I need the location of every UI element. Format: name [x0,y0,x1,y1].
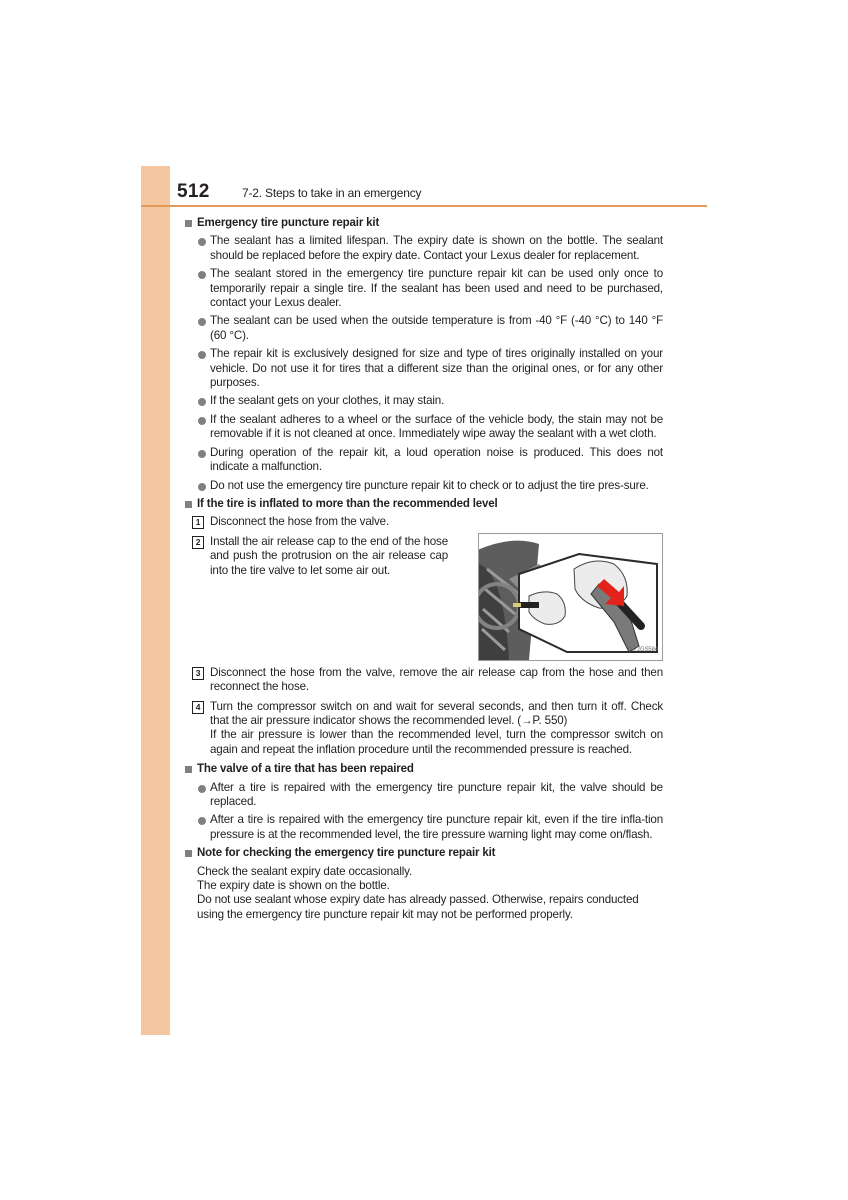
figure-code: IN72GS584 [627,647,658,654]
step-number: 2 [192,536,204,549]
square-bullet-icon [185,766,192,773]
bullet-icon [198,785,206,793]
page-number: 512 [177,181,210,202]
bullet-icon [198,398,206,406]
step-text: Turn the compressor switch on and wait for several seconds, and then turn it off. Check that the air pressure indicator shows the recommended level. (→P. 550) [210,699,663,727]
section-heading-text: The valve of a tire that has been repaired [197,763,414,776]
list-item [185,479,663,493]
bullet-icon [198,271,206,279]
step-1 [185,515,663,529]
step-2 [185,535,663,661]
bullet-icon [198,817,206,825]
step-number: 3 [192,667,204,680]
list-item [185,781,663,810]
list-item [185,413,663,442]
section-heading-inflated [185,497,663,511]
square-bullet-icon [185,501,192,508]
list-item [185,234,663,263]
bullet-text: The sealant stored in the emergency tire puncture repair kit can be used only once to temporarily repair a single tire. If the sealant has been used and need to be purchased, contact your Lexus dealer. [210,267,663,310]
note-line: Check the sealant expiry date occasionally. [197,864,413,878]
page-header [141,166,707,206]
side-tab [141,166,170,1035]
list-item [185,347,663,390]
square-bullet-icon [185,850,192,857]
section-heading-kit [185,216,663,230]
section-heading-note [185,846,663,860]
list-item [185,394,663,408]
step-3 [185,666,663,695]
note-line: The expiry date is shown on the bottle. [197,879,390,892]
step-number: 4 [192,701,204,714]
section-heading-text: If the tire is inflated to more than the recommended level [197,497,498,510]
header-rule [141,205,707,207]
bullet-text: If the sealant adheres to a wheel or the surface of the vehicle body, the stain may not be removable if it is not cleaned at once. Immediately wipe away the sealant with a wet cloth. [210,412,663,441]
inflation-steps [185,515,663,757]
bullet-icon [198,417,206,425]
step-text: Disconnect the hose from the valve, remove the air release cap from the hose and then reconnect the hose. [210,665,663,694]
square-bullet-icon [185,220,192,227]
list-item [185,813,663,842]
bullet-text: The sealant has a limited lifespan. The expiry date is shown on the bottle. The sealant should be replaced before the expiry date. Contact your Lexus dealer for replacement. [210,234,663,262]
note-paragraph [185,865,663,923]
chapter-title: 7-2. Steps to take in an emergency [242,186,422,200]
list-item [185,446,663,475]
list-item [185,314,663,343]
kit-bullet-list [185,234,663,493]
bullet-text: The repair kit is exclusively designed for size and type of tires originally installed on your vehicle. Do not use it for tires that a different size than the original ones, or for any other purposes. [210,347,663,390]
list-item [185,267,663,310]
bullet-text: Do not use the emergency tire puncture repair kit to check or to adjust the tire pres-sure. [210,478,649,492]
step-text: Disconnect the hose from the valve. [210,515,390,529]
bullet-icon [198,483,206,491]
bullet-icon [198,238,206,246]
section-heading-valve [185,762,663,776]
section-heading-text: Emergency tire puncture repair kit [197,217,380,229]
bullet-icon [198,318,206,326]
bullet-text: After a tire is repaired with the emergency tire puncture repair kit, the valve should be replaced. [210,780,663,808]
bullet-text: During operation of the repair kit, a loud operation noise is produced. This does not indicate a malfunction. [210,445,663,474]
page-content [185,216,663,922]
section-heading-text: Note for checking the emergency tire puncture repair kit [197,847,496,860]
bullet-text: The sealant can be used when the outside temperature is from -40 °F (-40 °C) to 140 °F (60 °C). [210,314,663,342]
bullet-icon [198,450,206,458]
bullet-text: After a tire is repaired with the emergency tire puncture repair kit, even if the tire infla-tion pressure is at the recommended level, the tire pressure warning light may come on/flash. [210,813,663,841]
tire-valve-illustration-icon [479,534,662,660]
note-line: Do not use sealant whose expiry date has already passed. Otherwise, repairs conducted using the emergency tire puncture repair kit may not be performed properly. [197,893,639,921]
bullet-text: If the sealant gets on your clothes, it may stain. [210,394,445,408]
bullet-icon [198,351,206,359]
step-text: Install the air release cap to the end of the hose and push the protrusion on the air release cap into the tire valve to let some air out. [210,534,448,577]
valve-bullet-list [185,781,663,843]
step-4 [185,700,663,758]
air-release-cap-illustration [478,533,663,661]
step-number: 1 [192,516,204,529]
step-extra-text: If the air pressure is lower than the recommended level, turn the compressor switch on again and repeat the inflation procedure until the recommended pressure is reached. [210,728,663,756]
